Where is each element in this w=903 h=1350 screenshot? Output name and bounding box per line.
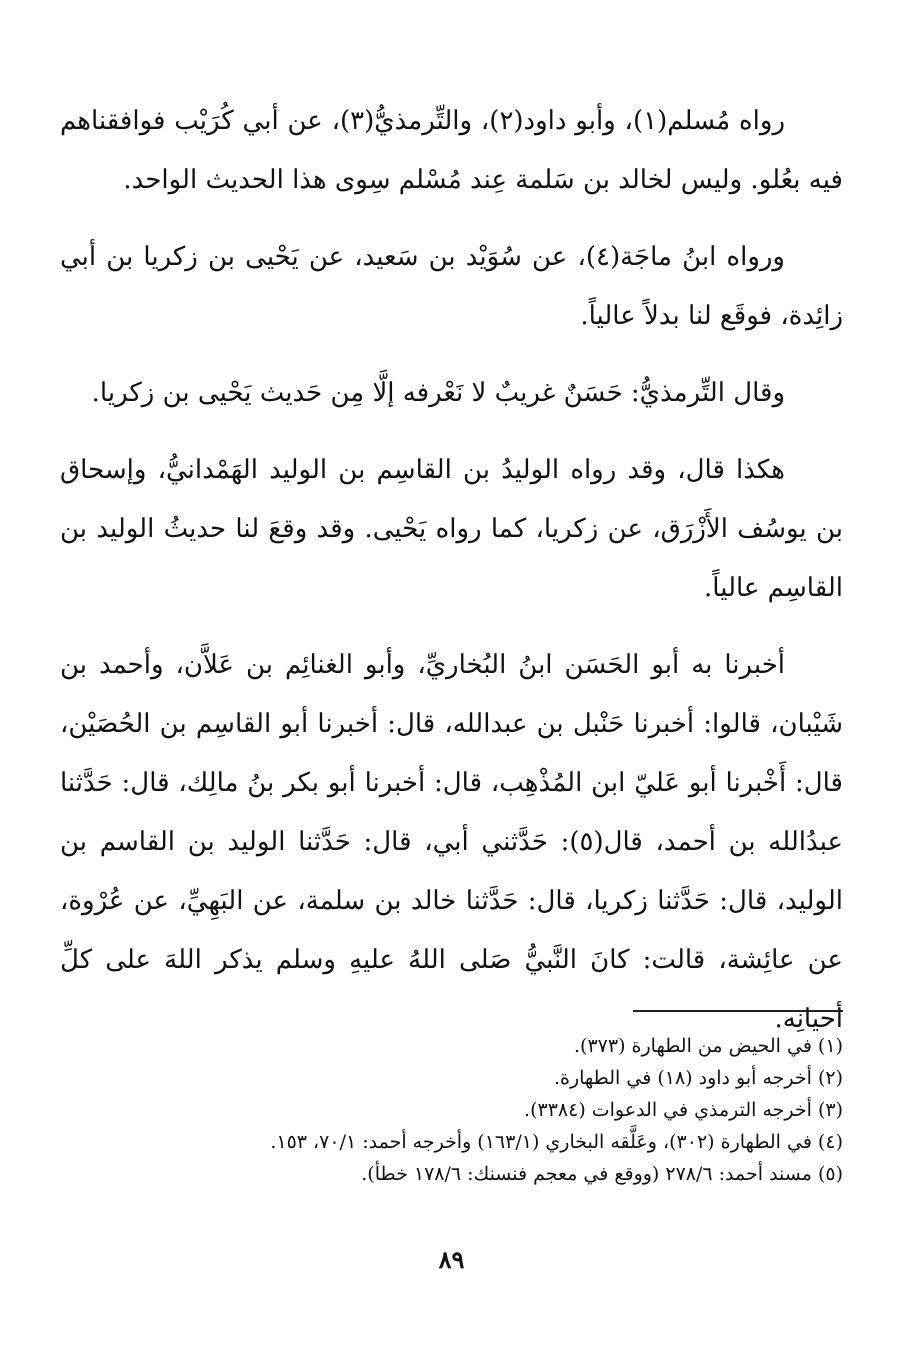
footnote-1: (١) في الحيض من الطهارة (٣٧٣).	[574, 1035, 843, 1057]
footnote-2: (٢) أخرجه أبو داود (١٨) في الطهارة.	[553, 1067, 843, 1089]
footnotes	[60, 1030, 843, 1190]
main-text	[60, 92, 843, 1049]
footnote-divider	[633, 1010, 843, 1012]
footnote-5: (٥) مسند أحمد: ٢٧٨/٦ (ووقع في معجم فنسنك: ١٧٨/٦ خطأ).	[361, 1163, 843, 1185]
paragraph-2: ورواه ابنُ ماجَة(٤)، عن سُوَيْد بن سَعيد، عن يَحْيى بن زكريا بن أبي زائِدة، فوقَع لنا بدلاً عالياً.	[60, 242, 843, 331]
page-number: ٨٩	[438, 1245, 465, 1274]
paragraph-1: رواه مُسلم(١)، وأبو داود(٢)، والتِّرمذيُّ(٣)، عن أبي كُرَيْب فوافقناهم فيه بعُلو. وليس لخالد بن سَلمة عِند مُسْلم سِوى هذا الحديث الواحد.	[60, 106, 843, 195]
paragraph-5: أخبرنا به أبو الحَسَن ابنُ البُخاريِّ، وأبو الغنائِم بن عَلاَّن، وأحمد بن شَيْبان، قالوا: أخبرنا حَنْبل بن عبدالله، قال: أخبرنا أبو القاسِم بن الحُصَيْن، قال: أَخْبرنا أبو عَليّ ابن المُذْهِب، قال: أخبرنا أبو بكر بنُ مالِك، قال: حَدَّثنا عبدُالله بن أحمد، قال(٥): حَدَّثني أبي، قال: حَدَّثنا الوليد بن القاسم بن الوليد، قال: حَدَّثنا زكريا، قال: حَدَّثنا خالد بن سلمة، عن البَهِيِّ، عن عُرْوة، عن عائِشة، قالت: كانَ النَّبيُّ صَلى اللهُ عليهِ وسلم يذكر اللهَ على كلِّ أحيانِه.	[60, 650, 843, 1034]
footnote-3: (٣) أخرجه الترمذي في الدعوات (٣٣٨٤).	[524, 1099, 843, 1121]
footnote-4: (٤) في الطهارة (٣٠٢)، وعَلَّقه البخاري (١٦٣/١) وأخرجه أحمد: ٧٠/١، ١٥٣.	[270, 1131, 843, 1153]
paragraph-3: وقال التِّرمذيُّ: حَسَنٌ غريبٌ لا نَعْرفه إلَّا مِن حَديث يَحْيى بن زكريا.	[91, 378, 785, 408]
paragraph-4: هكذا قال، وقد رواه الوليدُ بن القاسِم بن الوليد الهَمْدانيُّ، وإسحاق بن يوسُف الأَزْرَق، عن زكريا، كما رواه يَحْيى. وقد وقعَ لنا حديثُ الوليد بن القاسِم عالياً.	[60, 455, 844, 603]
